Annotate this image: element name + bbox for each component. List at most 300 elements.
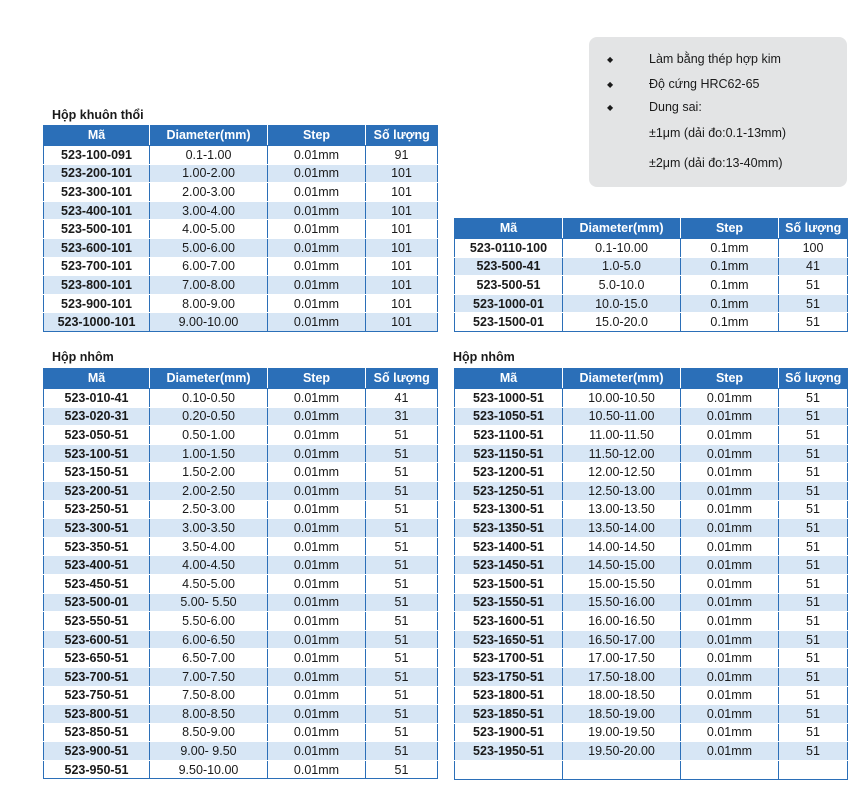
table-row [455,723,848,742]
table-row [455,593,848,612]
cell-step: 0.01mm [268,257,366,276]
cell-diameter: 12.00-12.50 [563,463,681,482]
cell-diameter: 8.50-9.00 [150,723,268,742]
cell-qty: 41 [366,389,438,408]
column-header-diameter: Diameter(mm) [150,368,268,389]
cell-diameter: 13.50-14.00 [563,519,681,538]
table-row [44,294,438,313]
cell-qty: 51 [779,463,848,482]
cell-code: 523-1700-51 [455,649,563,668]
table-row-empty [455,760,848,779]
cell-step: 0.01mm [268,537,366,556]
cell-code: 523-1500-01 [455,313,563,332]
cell-code: 523-1950-51 [455,742,563,761]
cell-empty [681,760,779,779]
column-header-diameter: Diameter(mm) [563,368,681,389]
cell-code: 523-1350-51 [455,519,563,538]
cell-qty: 51 [366,556,438,575]
cell-step: 0.01mm [268,723,366,742]
cell-diameter: 1.00-2.00 [150,164,268,183]
cell-qty: 101 [366,164,438,183]
cell-code: 523-1400-51 [455,537,563,556]
table-hop-nhom-left [43,368,438,779]
section-title-hop-khuon-thoi: Hộp khuôn thổi [52,108,144,122]
cell-step: 0.01mm [681,630,779,649]
cell-qty: 101 [366,276,438,295]
table-row [44,705,438,724]
cell-code: 523-050-51 [44,426,150,445]
cell-qty: 41 [779,257,848,276]
cell-diameter: 3.00-3.50 [150,519,268,538]
cell-qty: 51 [779,294,848,313]
cell-step: 0.01mm [681,500,779,519]
table-row [44,574,438,593]
table-row [455,686,848,705]
cell-diameter: 7.00-7.50 [150,667,268,686]
column-header-diameter: Diameter(mm) [563,218,681,239]
cell-code: 523-1200-51 [455,463,563,482]
cell-diameter: 11.00-11.50 [563,426,681,445]
cell-diameter: 0.1-10.00 [563,239,681,258]
column-header-step: Step [268,125,366,146]
tolerance-text: ±1μm (dải đo:0.1-13mm) [649,126,787,140]
cell-code: 523-010-41 [44,389,150,408]
cell-step: 0.01mm [268,686,366,705]
cell-qty: 51 [779,444,848,463]
diamond-bullet-icon: ◆ [607,103,614,112]
table-row [44,407,438,426]
cell-step: 0.01mm [268,164,366,183]
cell-diameter: 7.00-8.00 [150,276,268,295]
cell-step: 0.01mm [681,556,779,575]
cell-diameter: 6.00-6.50 [150,630,268,649]
cell-diameter: 7.50-8.00 [150,686,268,705]
cell-step: 0.01mm [268,238,366,257]
cell-code: 523-500-41 [455,257,563,276]
table-header-row [44,368,438,389]
cell-code: 523-1500-51 [455,574,563,593]
table-row [44,257,438,276]
cell-diameter: 0.10-0.50 [150,389,268,408]
cell-step: 0.01mm [268,313,366,332]
cell-code: 523-300-51 [44,519,150,538]
cell-diameter: 9.00-10.00 [150,313,268,332]
cell-qty: 51 [779,649,848,668]
table-row [44,220,438,239]
cell-code: 523-1000-01 [455,294,563,313]
cell-code: 523-650-51 [44,649,150,668]
cell-step: 0.01mm [268,481,366,500]
table-row [44,742,438,761]
table-row [44,556,438,575]
cell-qty: 51 [779,500,848,519]
table-row [44,686,438,705]
cell-code: 523-600-101 [44,238,150,257]
cell-code: 523-400-51 [44,556,150,575]
cell-diameter: 5.00-6.00 [150,238,268,257]
cell-code: 523-900-51 [44,742,150,761]
cell-diameter: 1.0-5.0 [563,257,681,276]
cell-code: 523-150-51 [44,463,150,482]
cell-code: 523-800-101 [44,276,150,295]
cell-code: 523-100-091 [44,146,150,165]
column-header-step: Step [268,368,366,389]
cell-diameter: 6.00-7.00 [150,257,268,276]
cell-qty: 31 [366,407,438,426]
cell-step: 0.01mm [268,556,366,575]
table-row [44,238,438,257]
table-row [455,276,848,295]
cell-step: 0.01mm [681,742,779,761]
table-row [44,146,438,165]
cell-qty: 51 [366,630,438,649]
cell-qty: 91 [366,146,438,165]
cell-qty: 51 [366,649,438,668]
cell-qty: 101 [366,183,438,202]
section-title-hop-nhom-left: Hộp nhôm [52,350,114,364]
cell-qty: 51 [779,556,848,575]
cell-step: 0.01mm [681,667,779,686]
cell-code: 523-1150-51 [455,444,563,463]
cell-step: 0.01mm [681,463,779,482]
cell-code: 523-1000-101 [44,313,150,332]
cell-code: 523-900-101 [44,294,150,313]
cell-step: 0.01mm [681,686,779,705]
section-title-hop-nhom-right: Hộp nhôm [453,350,515,364]
cell-qty: 101 [366,220,438,239]
table-row [44,313,438,332]
table-row [44,667,438,686]
cell-diameter: 14.50-15.00 [563,556,681,575]
cell-qty: 100 [779,239,848,258]
cell-qty: 51 [779,519,848,538]
table-row [455,742,848,761]
diamond-bullet-icon: ◆ [607,80,614,89]
cell-step: 0.01mm [681,649,779,668]
cell-step: 0.01mm [268,649,366,668]
cell-qty: 51 [366,742,438,761]
table-row [44,537,438,556]
table-row [44,426,438,445]
cell-diameter: 13.00-13.50 [563,500,681,519]
cell-qty: 51 [779,574,848,593]
cell-qty: 101 [366,294,438,313]
cell-qty: 51 [366,760,438,779]
table-row [44,612,438,631]
cell-qty: 51 [366,705,438,724]
table-row [44,276,438,295]
cell-diameter: 19.00-19.50 [563,723,681,742]
cell-qty: 101 [366,238,438,257]
cell-step: 0.01mm [268,220,366,239]
table-row [455,612,848,631]
cell-qty: 51 [779,612,848,631]
table-row [455,519,848,538]
cell-step: 0.01mm [681,481,779,500]
cell-diameter: 5.50-6.00 [150,612,268,631]
cell-diameter: 15.50-16.00 [563,593,681,612]
table-hop-khuon-thoi [43,125,438,332]
specs-info-box [589,37,847,187]
table-row [455,239,848,258]
cell-step: 0.01mm [268,705,366,724]
table-row [455,556,848,575]
cell-code: 523-1650-51 [455,630,563,649]
cell-diameter: 16.00-16.50 [563,612,681,631]
cell-code: 523-1900-51 [455,723,563,742]
cell-code: 523-500-01 [44,593,150,612]
cell-step: 0.01mm [268,389,366,408]
table-row [44,593,438,612]
cell-code: 523-850-51 [44,723,150,742]
cell-diameter: 6.50-7.00 [150,649,268,668]
cell-qty: 51 [366,686,438,705]
cell-qty: 51 [366,500,438,519]
cell-diameter: 10.0-15.0 [563,294,681,313]
cell-qty: 51 [366,481,438,500]
cell-diameter: 5.0-10.0 [563,276,681,295]
cell-step: 0.01mm [268,463,366,482]
table-row [44,500,438,519]
cell-qty: 51 [779,426,848,445]
cell-code: 523-200-51 [44,481,150,500]
table-step-0-1mm [454,218,848,332]
cell-step: 0.01mm [268,630,366,649]
table-row [455,444,848,463]
cell-qty: 51 [779,686,848,705]
cell-step: 0.01mm [268,519,366,538]
cell-diameter: 10.00-10.50 [563,389,681,408]
cell-step: 0.01mm [268,183,366,202]
cell-diameter: 4.00-5.00 [150,220,268,239]
cell-code: 523-100-51 [44,444,150,463]
column-header-qty: Số lượng [366,368,438,389]
cell-step: 0.1mm [681,313,779,332]
cell-qty: 51 [779,389,848,408]
cell-diameter: 14.00-14.50 [563,537,681,556]
table-row [44,649,438,668]
cell-qty: 51 [366,444,438,463]
cell-diameter: 0.50-1.00 [150,426,268,445]
cell-diameter: 1.00-1.50 [150,444,268,463]
cell-code: 523-1750-51 [455,667,563,686]
cell-diameter: 17.00-17.50 [563,649,681,668]
cell-diameter: 16.50-17.00 [563,630,681,649]
cell-step: 0.01mm [681,574,779,593]
cell-code: 523-0110-100 [455,239,563,258]
cell-code: 523-1050-51 [455,407,563,426]
cell-code: 523-250-51 [44,500,150,519]
cell-step: 0.1mm [681,239,779,258]
table-row [44,463,438,482]
cell-step: 0.01mm [681,593,779,612]
cell-diameter: 11.50-12.00 [563,444,681,463]
cell-qty: 51 [779,667,848,686]
cell-diameter: 9.00- 9.50 [150,742,268,761]
table-row [44,630,438,649]
cell-qty: 51 [366,426,438,445]
table-row [455,667,848,686]
table-row [44,760,438,779]
table-row [455,313,848,332]
table-row [44,481,438,500]
cell-diameter: 2.00-2.50 [150,481,268,500]
cell-code: 523-500-51 [455,276,563,295]
cell-code: 523-800-51 [44,705,150,724]
column-header-qty: Số lượng [779,218,848,239]
cell-qty: 51 [779,537,848,556]
column-header-code: Mã [44,125,150,146]
cell-step: 0.01mm [681,537,779,556]
table-header-row [455,218,848,239]
cell-qty: 51 [779,742,848,761]
cell-code: 523-1300-51 [455,500,563,519]
cell-step: 0.01mm [268,574,366,593]
table-row [455,257,848,276]
cell-step: 0.01mm [681,705,779,724]
cell-diameter: 8.00-9.00 [150,294,268,313]
cell-qty: 51 [779,407,848,426]
cell-qty: 51 [366,537,438,556]
cell-step: 0.01mm [268,500,366,519]
cell-code: 523-300-101 [44,183,150,202]
cell-diameter: 2.50-3.00 [150,500,268,519]
cell-qty: 51 [779,313,848,332]
cell-diameter: 2.00-3.00 [150,183,268,202]
cell-code: 523-200-101 [44,164,150,183]
cell-step: 0.01mm [681,723,779,742]
table-row [455,574,848,593]
table-row [455,537,848,556]
table-row [455,407,848,426]
cell-diameter: 8.00-8.50 [150,705,268,724]
cell-diameter: 4.00-4.50 [150,556,268,575]
cell-step: 0.01mm [268,612,366,631]
cell-code: 523-1100-51 [455,426,563,445]
cell-step: 0.01mm [681,389,779,408]
column-header-step: Step [681,218,779,239]
cell-step: 0.01mm [268,593,366,612]
cell-qty: 101 [366,257,438,276]
table-row [44,389,438,408]
column-header-code: Mã [44,368,150,389]
cell-qty: 51 [366,463,438,482]
table-row [455,500,848,519]
cell-qty: 51 [366,574,438,593]
cell-step: 0.01mm [268,742,366,761]
cell-code: 523-550-51 [44,612,150,631]
cell-qty: 51 [366,723,438,742]
cell-step: 0.01mm [268,444,366,463]
table-hop-nhom-right [454,368,848,780]
column-header-code: Mã [455,368,563,389]
cell-step: 0.01mm [268,760,366,779]
cell-diameter: 12.50-13.00 [563,481,681,500]
cell-diameter: 5.00- 5.50 [150,593,268,612]
cell-diameter: 3.50-4.00 [150,537,268,556]
cell-qty: 51 [366,612,438,631]
cell-diameter: 18.50-19.00 [563,705,681,724]
cell-step: 0.01mm [268,276,366,295]
diamond-bullet-icon: ◆ [607,55,614,64]
table-row [44,201,438,220]
tolerance-text: ±2μm (dải đo:13-40mm) [649,156,783,170]
cell-step: 0.01mm [268,407,366,426]
cell-code: 523-700-101 [44,257,150,276]
cell-diameter: 0.1-1.00 [150,146,268,165]
cell-diameter: 10.50-11.00 [563,407,681,426]
cell-step: 0.01mm [268,201,366,220]
table-row [44,723,438,742]
table-row [44,183,438,202]
column-header-qty: Số lượng [779,368,848,389]
cell-diameter: 9.50-10.00 [150,760,268,779]
cell-step: 0.01mm [681,407,779,426]
cell-qty: 51 [779,481,848,500]
cell-code: 523-020-31 [44,407,150,426]
cell-step: 0.01mm [681,426,779,445]
cell-code: 523-500-101 [44,220,150,239]
cell-qty: 101 [366,313,438,332]
cell-diameter: 0.20-0.50 [150,407,268,426]
cell-code: 523-1000-51 [455,389,563,408]
cell-empty [563,760,681,779]
cell-code: 523-600-51 [44,630,150,649]
column-header-step: Step [681,368,779,389]
table-row [455,705,848,724]
table-row [455,426,848,445]
cell-step: 0.01mm [681,444,779,463]
info-item-text: Độ cứng HRC62-65 [649,77,760,91]
cell-code: 523-350-51 [44,537,150,556]
cell-qty: 51 [366,593,438,612]
cell-qty: 51 [779,723,848,742]
cell-code: 523-450-51 [44,574,150,593]
cell-step: 0.01mm [681,612,779,631]
cell-code: 523-1550-51 [455,593,563,612]
cell-diameter: 15.0-20.0 [563,313,681,332]
info-item-text: Làm bằng thép hợp kim [649,52,781,66]
cell-code: 523-1600-51 [455,612,563,631]
cell-diameter: 17.50-18.00 [563,667,681,686]
cell-step: 0.01mm [268,667,366,686]
cell-step: 0.01mm [268,426,366,445]
table-row [455,481,848,500]
cell-code: 523-1450-51 [455,556,563,575]
table-row [455,649,848,668]
table-row [455,630,848,649]
cell-qty: 51 [779,593,848,612]
cell-step: 0.1mm [681,294,779,313]
cell-code: 523-1250-51 [455,481,563,500]
cell-code: 523-400-101 [44,201,150,220]
cell-code: 523-1800-51 [455,686,563,705]
table-header-row [455,368,848,389]
cell-step: 0.01mm [681,519,779,538]
cell-code: 523-1850-51 [455,705,563,724]
table-row [455,294,848,313]
cell-diameter: 19.50-20.00 [563,742,681,761]
cell-diameter: 4.50-5.00 [150,574,268,593]
cell-code: 523-750-51 [44,686,150,705]
cell-step: 0.1mm [681,276,779,295]
column-header-code: Mã [455,218,563,239]
cell-step: 0.01mm [268,146,366,165]
table-row [455,463,848,482]
cell-diameter: 18.00-18.50 [563,686,681,705]
column-header-qty: Số lượng [366,125,438,146]
cell-qty: 51 [366,667,438,686]
